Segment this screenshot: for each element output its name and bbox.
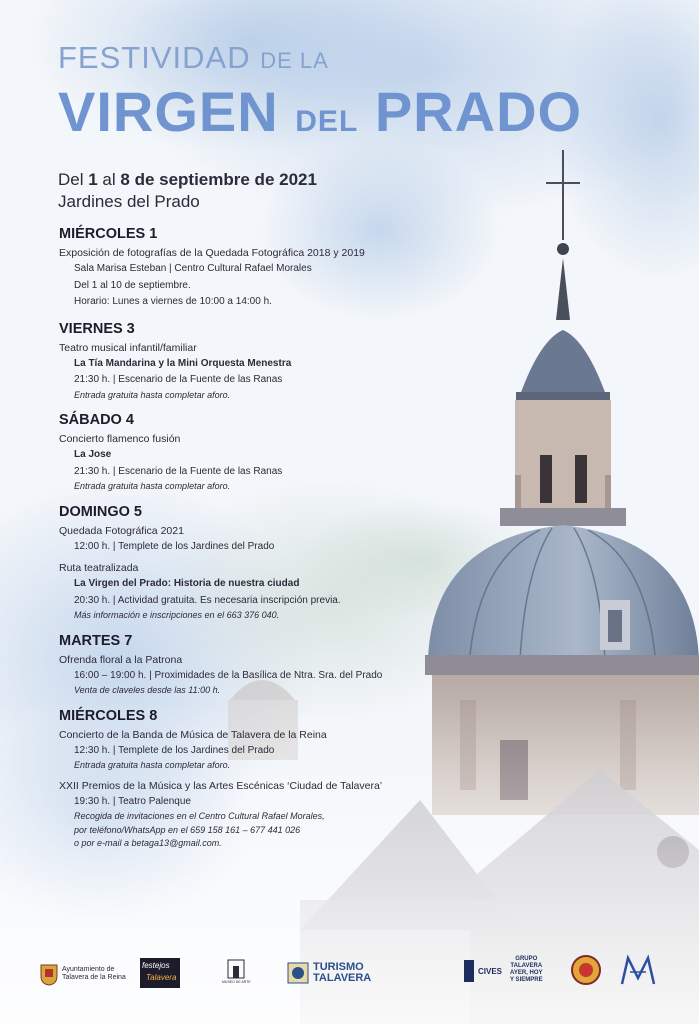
title-festividad: FESTIVIDAD [58,40,251,75]
events-schedule [59,224,449,851]
turismo-1: TURISMO [313,961,364,973]
day-section [59,410,449,494]
event-detail: 12:00 h. | Templete de los Jardines del Prado [74,540,275,552]
grupo-1: GRUPO [515,956,538,962]
title-line-2 [58,80,583,151]
event-detail: 21:30 h. | Escenario de la Fuente de las Ranas [74,465,283,477]
day-section [59,706,449,851]
cives-text: CIVES [478,966,503,976]
day-title: MIÉRCOLES 1 [59,226,158,242]
coat-of-arms-icon [40,962,58,986]
title-de-la: DE LA [260,48,329,73]
museo-logo [222,956,251,984]
festejos-logo [140,958,180,988]
event-detail: 12:30 h. | Templete de los Jardines del Prado [74,744,275,756]
grupo-4: Y SIEMPRE [510,977,543,983]
event-note: Recogida de invitaciones en el Centro Cultural Rafael Morales, [74,811,325,821]
event-performer: La Virgen del Prado: Historia de nuestra ciudad [74,578,300,589]
event-detail: 16:00 – 19:00 h. | Proximidades de la Basílica de Ntra. Sra. del Prado [74,669,383,681]
ayto-line-1: Ayuntamiento de [62,966,115,973]
event-detail: Sala Marisa Esteban | Centro Cultural Rafael Morales [74,263,312,274]
event-detail: Del 1 al 10 de septiembre. [74,279,191,291]
monogram-logo [618,954,658,988]
date-range: Del 1 al 8 de septiembre de 2021 [58,170,317,189]
day-section [59,631,449,698]
turismo-logo [287,962,371,984]
event-note: Venta de claveles desde las 11:00 h. [74,685,221,695]
event-detail: 20:30 h. | Actividad gratuita. Es necesaria inscripción previa. [74,594,341,606]
event-title: Exposición de fotografías de la Quedada Fotográfica 2018 y 2019 [59,247,365,259]
day-section [59,319,449,403]
title-virgen: VIRGEN [58,80,279,143]
event-title: Quedada Fotográfica 2021 [59,524,184,537]
sponsor-logos [0,950,699,1000]
event-title: Ruta teatralizada [59,562,139,574]
museum-icon [226,956,246,980]
poster-header [58,40,582,213]
title-prado: PRADO [374,80,583,143]
event-title: Concierto flamenco fusión [59,433,181,445]
event-performer: La Tía Mandarina y la Mini Orquesta Menestra [74,357,292,369]
day-title: SÁBADO 4 [59,412,134,428]
event-performer: La Jose [74,449,112,460]
museo-text: MUSEO DE ARTE [222,980,251,984]
day-title: DOMINGO 5 [59,503,142,520]
event-note: Más información e inscripciones en el 663 376 040. [74,610,280,620]
event-note: Entrada gratuita hasta completar aforo. [74,389,231,400]
title-line-1 [58,40,582,79]
grupo-2: TALAVERA [510,963,543,969]
event-title: Teatro musical infantil/familiar [59,341,197,354]
event-dates [58,169,582,213]
turismo-2: TALAVERA [313,972,372,984]
day-section [59,502,449,623]
venue: Jardines del Prado [58,192,200,211]
tile-icon [287,962,309,984]
day-section [59,224,449,311]
title-del: DEL [295,105,359,138]
event-note: Entrada gratuita hasta completar aforo. [74,481,231,491]
emblem-icon [570,954,602,986]
event-detail: 19:30 h. | Teatro Palenque [74,795,191,807]
event-detail: 21:30 h. | Escenario de la Fuente de las Ranas [74,374,283,385]
cives-logo [462,958,502,984]
event-detail: Horario: Lunes a viernes de 10:00 a 14:00 h. [74,296,272,307]
event-note: Entrada gratuita hasta completar aforo. [74,760,231,770]
festejos-text: festejos [142,961,170,970]
event-title: XXII Premios de la Música y las Artes Escénicas ‘Ciudad de Talavera’ [59,779,383,792]
marian-monogram-icon [618,954,658,988]
event-title: Concierto de la Banda de Música de Talavera de la Reina [59,728,327,741]
ayto-line-2: Talavera de la Reina [62,974,126,981]
event-title: Ofrenda floral a la Patrona [59,653,183,666]
festejos-talavera: Talavera [146,973,177,982]
grupo-logo [510,956,543,984]
grupo-3: AYER, HOY [510,970,543,976]
day-title: MIÉRCOLES 8 [59,707,158,724]
day-title: VIERNES 3 [59,320,135,337]
hermandad-logo [570,954,602,986]
event-note: por teléfono/WhatsApp en el 659 158 161 – 677 441 026 [74,824,301,835]
day-title: MARTES 7 [59,632,133,649]
event-note: o por e-mail a betaga13@gmail.com. [74,838,222,848]
ayuntamiento-logo [40,962,126,986]
